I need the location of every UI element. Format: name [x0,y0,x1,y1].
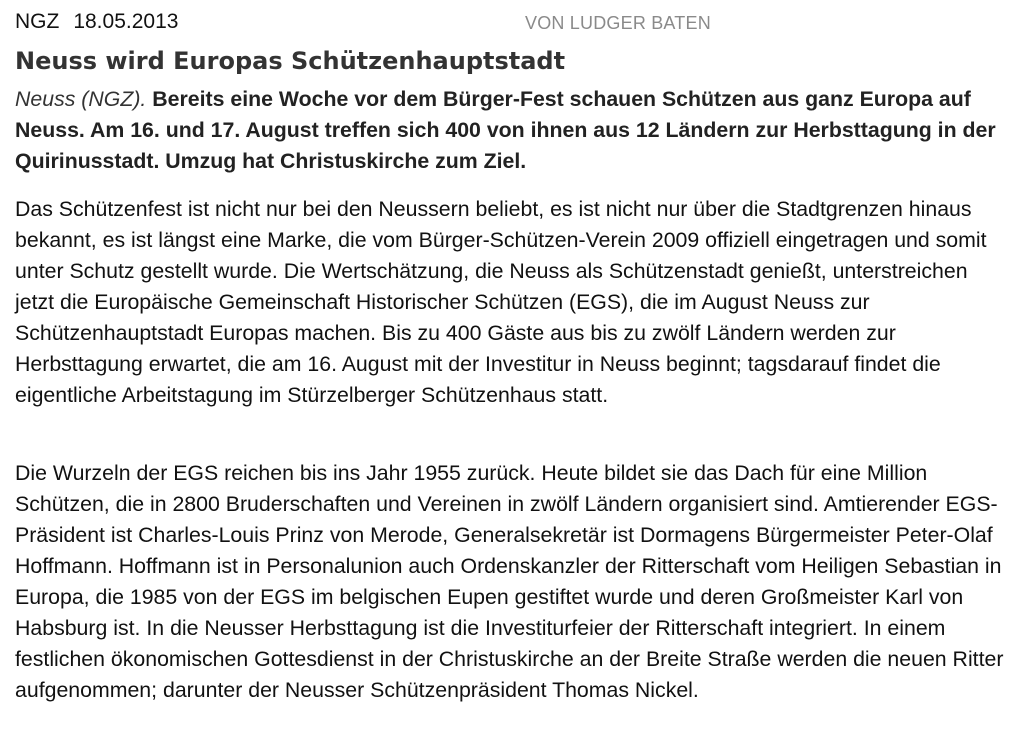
lead-paragraph [15,84,1010,177]
body-paragraph: Das Schützenfest ist nicht nur bei den Neussern beliebt, es ist nicht nur über die Stadtgrenzen hinaus bekannt, es ist längst eine Marke, die vom Bürger-Schützen-Verein 2009 offiziell eingetragen und somit unter Schutz gestellt wurde. Die Wertschätzung, die Neuss als Schützenstadt genießt, unterstreichen jetzt die Europäische Gemeinschaft Historischer Schützen (EGS), die im August Neuss zur Schützenhauptstadt Europas machen. Bis zu 400 Gäste aus bis zu zwölf Ländern werden zur Herbsttagung erwartet, die am 16. August mit der Investitur in Neuss beginnt; tagsdarauf findet die eigentliche Arbeitstagung im Stürzelberger Schützenhaus statt. [15,197,987,407]
body-paragraph: Die Wurzeln der EGS reichen bis ins Jahr 1955 zurück. Heute bildet sie das Dach für eine Million Schützen, die in 2800 Bruderschaften und Vereinen in zwölf Ländern organisiert sind. Amtierender EGS-Präsident ist Charles-Louis Prinz von Merode, Generalsekretär ist Dormagens Bürgermeister Peter-Olaf Hoffmann. Hoffmann ist in Personalunion auch Ordenskanzler der Ritterschaft vom Heiligen Sebastian in Europa, die 1985 von der EGS im belgischen Eupen gestiftet wurde und deren Großmeister Karl von Habsburg ist. In die Neusser Herbsttagung ist die Investiturfeier der Ritterschaft integriert. In einem festlichen ökonomischen Gottesdienst in der Christuskirche an der Breite Straße werden die neuen Ritter aufgenommen; darunter der Neusser Schützenpräsident Thomas Nickel. [15,461,1004,702]
source-name: NGZ [15,10,60,33]
teaser-text: Bereits eine Woche vor dem Bürger-Fest schauen Schützen aus ganz Europa auf Neuss. Am 16. und 17. August treffen sich 400 von ihnen aus 12 Ländern zur Herbsttagung in der Quirinusstadt. Umzug hat Christuskirche zum Ziel. [15,87,996,173]
publication-date: 18.05.2013 [73,10,179,33]
article-header [15,0,1023,42]
source-line [15,10,178,34]
dateline: Neuss (NGZ). [15,87,147,111]
author-byline: VON LUDGER BATEN [525,13,711,33]
article-headline: Neuss wird Europas Schützenhauptstadt [15,47,566,75]
